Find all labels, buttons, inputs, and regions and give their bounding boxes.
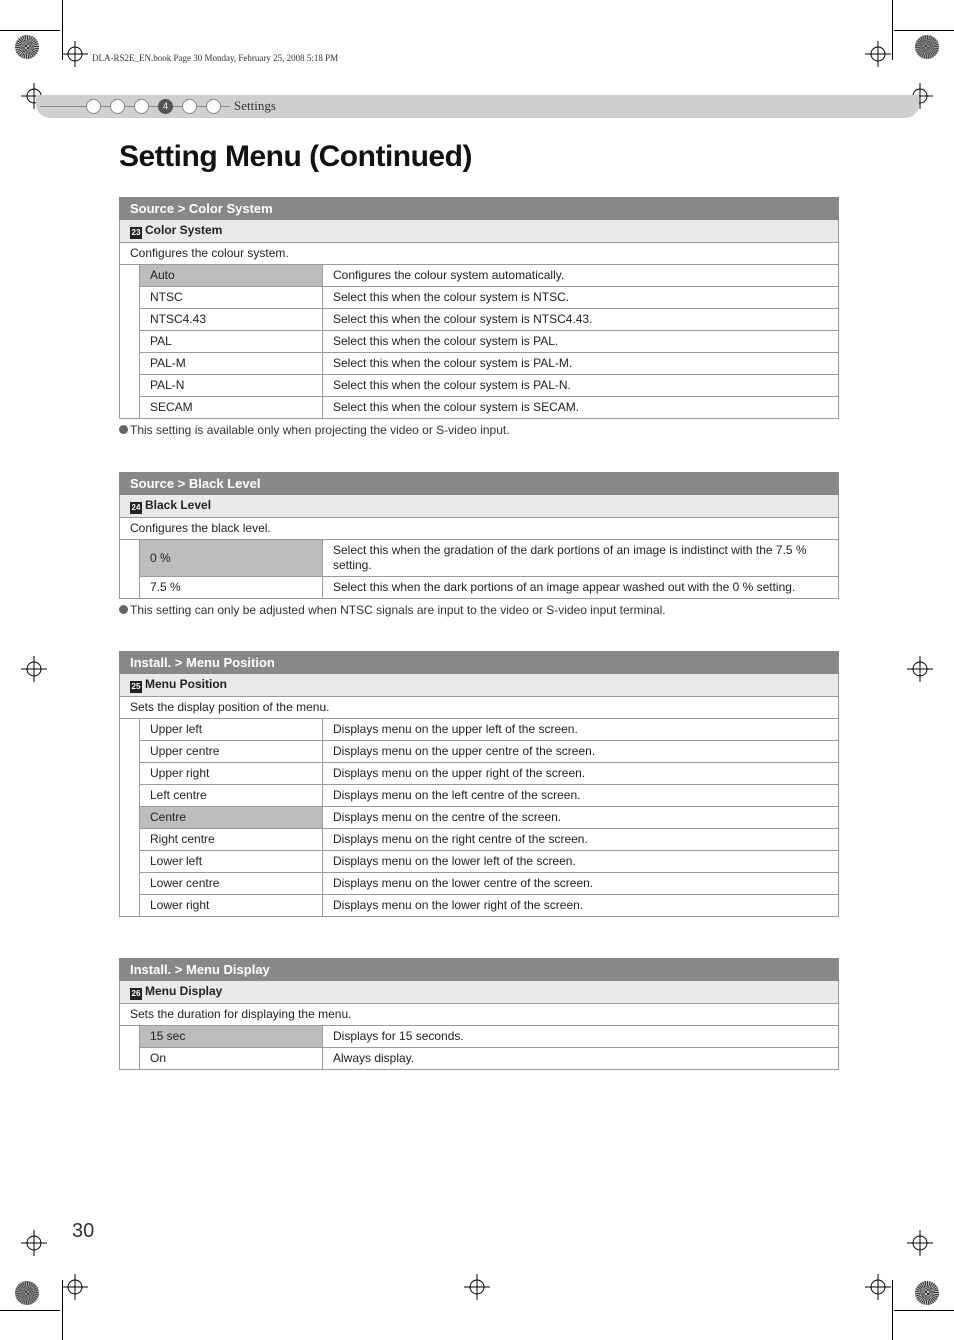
option-label: Upper right xyxy=(140,763,323,785)
option-row xyxy=(120,719,839,741)
registration-mark-icon xyxy=(21,1230,47,1256)
chapter-steps xyxy=(86,98,230,114)
option-label: 15 sec xyxy=(140,1026,323,1048)
option-row xyxy=(120,540,839,577)
registration-mark-icon xyxy=(907,656,933,682)
option-row xyxy=(120,331,839,353)
option-row xyxy=(120,873,839,895)
option-label: PAL xyxy=(140,331,323,353)
note-text: This setting can only be adjusted when NTSC signals are input to the video or S-video input terminal. xyxy=(130,603,666,617)
option-text: Select this when the dark portions of an image appear washed out with the 0 % setting. xyxy=(323,577,839,599)
option-label: Right centre xyxy=(140,829,323,851)
menu-path: Install. > Menu Display xyxy=(120,959,839,981)
registration-mark-icon xyxy=(62,41,88,67)
menu-item-name: Menu Position xyxy=(145,677,227,691)
option-text: Displays menu on the upper centre of the screen. xyxy=(323,741,839,763)
option-row xyxy=(120,851,839,873)
option-row xyxy=(120,287,839,309)
registration-mark-icon xyxy=(865,41,891,67)
option-row xyxy=(120,895,839,917)
note xyxy=(119,423,839,438)
option-text: Select this when the colour system is SECAM. xyxy=(323,397,839,419)
option-label: NTSC xyxy=(140,287,323,309)
registration-mark-icon xyxy=(865,1274,891,1300)
rosette-bottom-right-icon xyxy=(915,1281,939,1305)
menu-item-heading xyxy=(120,981,839,1004)
item-number-badge: 23 xyxy=(131,228,141,237)
registration-mark-icon xyxy=(21,656,47,682)
menu-item-name: Menu Display xyxy=(145,984,223,998)
menu-item-heading xyxy=(120,674,839,697)
option-row xyxy=(120,763,839,785)
item-number-badge: 25 xyxy=(131,682,141,691)
option-text: Select this when the colour system is NTSC4.43. xyxy=(323,309,839,331)
chapter-step xyxy=(206,99,221,114)
menu-item-description: Sets the display position of the menu. xyxy=(120,697,839,719)
option-row xyxy=(120,807,839,829)
menu-table xyxy=(119,472,839,599)
option-label: Upper centre xyxy=(140,741,323,763)
option-label: Centre xyxy=(140,807,323,829)
option-row xyxy=(120,397,839,419)
menu-table xyxy=(119,958,839,1070)
option-label: SECAM xyxy=(140,397,323,419)
option-text: Configures the colour system automatically. xyxy=(323,265,839,287)
menu-path: Source > Color System xyxy=(120,198,839,220)
book-info-line: DLA-RS2E_EN.book Page 30 Monday, February 25, 2008 5:18 PM xyxy=(92,53,339,63)
option-text: Select this when the colour system is PAL. xyxy=(323,331,839,353)
option-row xyxy=(120,1048,839,1070)
option-text: Displays menu on the upper right of the screen. xyxy=(323,763,839,785)
option-text: Displays menu on the lower centre of the screen. xyxy=(323,873,839,895)
option-row xyxy=(120,309,839,331)
menu-item-heading xyxy=(120,495,839,518)
menu-item-heading xyxy=(120,220,839,243)
menu-path: Source > Black Level xyxy=(120,473,839,495)
bullet-icon xyxy=(119,425,128,434)
page-number: 30 xyxy=(72,1220,95,1242)
note xyxy=(119,603,839,618)
rosette-top-left-icon xyxy=(15,35,39,59)
registration-mark-icon xyxy=(62,1274,88,1300)
menu-item-name: Color System xyxy=(145,223,223,237)
chapter-step xyxy=(110,99,125,114)
menu-section-color-system xyxy=(119,197,839,438)
option-row xyxy=(120,1026,839,1048)
menu-section-menu-display xyxy=(119,958,839,1070)
chapter-label: Settings xyxy=(234,98,276,113)
chapter-step xyxy=(86,99,101,114)
option-text: Displays menu on the upper left of the screen. xyxy=(323,719,839,741)
option-text: Displays menu on the lower right of the screen. xyxy=(323,895,839,917)
option-row xyxy=(120,375,839,397)
rosette-bottom-left-icon xyxy=(15,1281,39,1305)
option-text: Select this when the colour system is NTSC. xyxy=(323,287,839,309)
option-label: NTSC4.43 xyxy=(140,309,323,331)
option-row xyxy=(120,741,839,763)
option-text: Always display. xyxy=(323,1048,839,1070)
option-text: Displays for 15 seconds. xyxy=(323,1026,839,1048)
item-number-badge: 24 xyxy=(131,503,141,512)
option-row xyxy=(120,785,839,807)
option-label: Auto xyxy=(140,265,323,287)
option-text: Displays menu on the centre of the screen. xyxy=(323,807,839,829)
option-text: Displays menu on the right centre of the screen. xyxy=(323,829,839,851)
menu-section-black-level xyxy=(119,472,839,618)
option-label: Lower centre xyxy=(140,873,323,895)
option-label: Lower right xyxy=(140,895,323,917)
chapter-step-current: 4 xyxy=(158,99,173,114)
option-row xyxy=(120,265,839,287)
registration-mark-icon xyxy=(464,1274,490,1300)
option-text: Displays menu on the lower left of the screen. xyxy=(323,851,839,873)
item-number-badge: 26 xyxy=(131,989,141,998)
registration-mark-icon xyxy=(907,1230,933,1256)
menu-section-menu-position xyxy=(119,651,839,917)
menu-path: Install. > Menu Position xyxy=(120,652,839,674)
option-label: 0 % xyxy=(140,540,323,577)
menu-item-description: Configures the colour system. xyxy=(120,243,839,265)
chapter-step xyxy=(182,99,197,114)
option-label: Lower left xyxy=(140,851,323,873)
menu-item-name: Black Level xyxy=(145,498,212,512)
option-row xyxy=(120,829,839,851)
page-title: Setting Menu (Continued) xyxy=(119,140,472,173)
option-label: On xyxy=(140,1048,323,1070)
option-label: PAL-N xyxy=(140,375,323,397)
option-text: Select this when the colour system is PAL-M. xyxy=(323,353,839,375)
note-text: This setting is available only when projecting the video or S-video input. xyxy=(130,423,510,437)
option-label: Left centre xyxy=(140,785,323,807)
bullet-icon xyxy=(119,605,128,614)
option-text: Displays menu on the left centre of the screen. xyxy=(323,785,839,807)
option-label: Upper left xyxy=(140,719,323,741)
menu-item-description: Sets the duration for displaying the menu. xyxy=(120,1004,839,1026)
menu-table xyxy=(119,651,839,917)
option-text: Select this when the colour system is PAL-N. xyxy=(323,375,839,397)
option-label: PAL-M xyxy=(140,353,323,375)
option-label: 7.5 % xyxy=(140,577,323,599)
menu-item-description: Configures the black level. xyxy=(120,518,839,540)
option-row xyxy=(120,353,839,375)
rosette-top-right-icon xyxy=(915,35,939,59)
chapter-step xyxy=(134,99,149,114)
menu-table xyxy=(119,197,839,419)
option-text: Select this when the gradation of the dark portions of an image is indistinct with the 7.5 % setting. xyxy=(323,540,839,577)
option-row xyxy=(120,577,839,599)
